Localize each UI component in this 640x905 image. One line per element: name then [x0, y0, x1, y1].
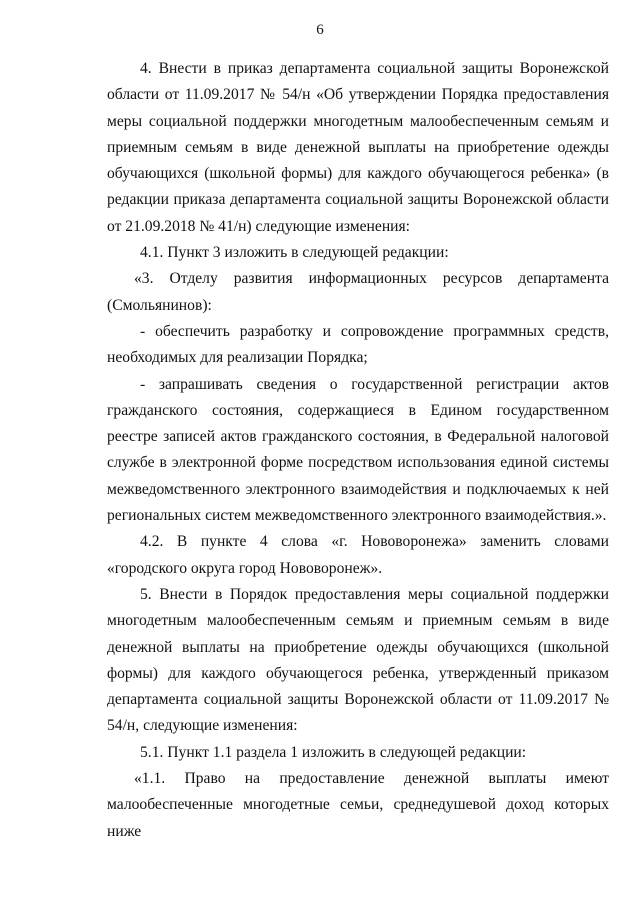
document-body	[107, 56, 609, 845]
paragraph-item-5: 5. Внести в Порядок предоставления меры социальной поддержки многодетным малообеспеченным семьям и приемным семьям в виде денежной выплаты на приобретение одежды обучающихся (школьной формы) для каждого обучающегося ребенка, утвержденный приказом департамента социальной защиты Воронежской области от 11.09.2017 № 54/н, следующие изменения:	[107, 585, 609, 735]
paragraph-item-4: 4. Внести в приказ департамента социальной защиты Воронежской области от 11.09.2017 № 54/н «Об утверждении Порядка предоставления меры социальной поддержки многодетным малообеспеченным семьям и приемным семьям в виде денежной выплаты на приобретение одежды обучающихся (школьной формы) для каждого обучающегося ребенка» (в редакции приказа департамента социальной защиты Воронежской области от 21.09.2018 № 41/н) следующие изменения:	[107, 60, 609, 235]
paragraph-item-4-1: 4.1. Пункт 3 изложить в следующей редакции:	[140, 244, 449, 262]
paragraph-item-4-2: 4.2. В пункте 4 слова «г. Нововоронежа» заменить словами «городского округа город Нововоронеж».	[107, 533, 609, 577]
page-number: 6	[316, 22, 324, 38]
paragraph-quoted-item-1-1: «1.1. Право на предоставление денежной выплаты имеют малообеспеченные многодетные семьи, среднедушевой доход которых ниже	[107, 770, 609, 840]
paragraph-bullet-requests: - запрашивать сведения о государственной регистрации актов гражданского состояния, содержащиеся в Едином государственном реестре записей актов гражданского состояния, в Федеральной налоговой службе в электронной форме посредством использования единой системы межведомственного электронного взаимодействия и подключаемых к ней региональных систем межведомственного электронного взаимодействия.».	[107, 375, 609, 525]
paragraph-item-5-1: 5.1. Пункт 1.1 раздела 1 изложить в следующей редакции:	[140, 743, 527, 761]
paragraph-bullet-software: - обеспечить разработку и сопровождение программных средств, необходимых для реализации Порядка;	[107, 322, 609, 367]
paragraph-quoted-item-3: «3. Отделу развития информационных ресурсов департамента (Смольянинов):	[107, 270, 609, 314]
